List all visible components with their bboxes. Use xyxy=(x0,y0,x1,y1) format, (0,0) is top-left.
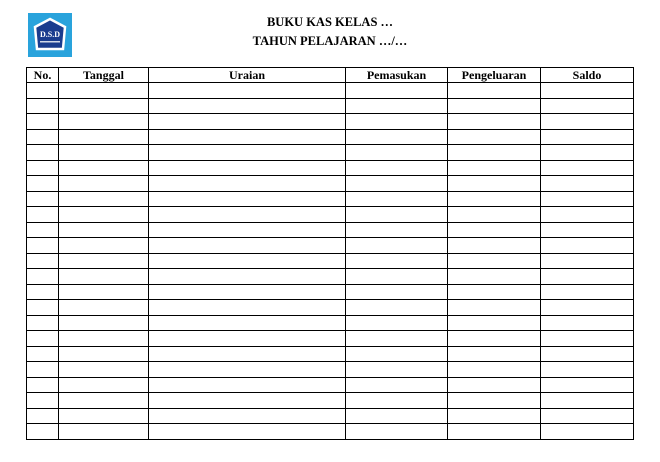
table-cell xyxy=(149,145,346,161)
column-header-pemasukan: Pemasukan xyxy=(346,68,448,83)
table-cell xyxy=(27,207,59,223)
table-row xyxy=(27,377,634,393)
table-cell xyxy=(59,300,149,316)
table-cell xyxy=(27,253,59,269)
table-row xyxy=(27,315,634,331)
table-cell xyxy=(149,238,346,254)
column-header-no: No. xyxy=(27,68,59,83)
table-cell xyxy=(149,269,346,285)
table-cell xyxy=(149,315,346,331)
table-cell xyxy=(27,222,59,238)
table-row xyxy=(27,98,634,114)
table-cell xyxy=(541,315,634,331)
table-cell xyxy=(149,222,346,238)
table-cell xyxy=(448,424,541,440)
table-cell xyxy=(448,253,541,269)
table-cell xyxy=(541,114,634,130)
table-cell xyxy=(27,114,59,130)
table-cell xyxy=(346,269,448,285)
table-cell xyxy=(448,362,541,378)
table-cell xyxy=(59,114,149,130)
table-row xyxy=(27,207,634,223)
table-cell xyxy=(448,269,541,285)
table-cell xyxy=(27,83,59,99)
table-cell xyxy=(346,300,448,316)
table-row xyxy=(27,160,634,176)
table-cell xyxy=(149,424,346,440)
table-cell xyxy=(27,129,59,145)
table-cell xyxy=(346,393,448,409)
table-row xyxy=(27,424,634,440)
table-cell xyxy=(149,129,346,145)
table-cell xyxy=(27,408,59,424)
table-cell xyxy=(149,393,346,409)
table-row xyxy=(27,284,634,300)
table-cell xyxy=(59,269,149,285)
table-row xyxy=(27,253,634,269)
table-cell xyxy=(541,222,634,238)
table-cell xyxy=(448,160,541,176)
table-cell xyxy=(448,207,541,223)
table-cell xyxy=(59,377,149,393)
table-cell xyxy=(346,145,448,161)
table-cell xyxy=(541,331,634,347)
table-cell xyxy=(346,408,448,424)
table-cell xyxy=(541,238,634,254)
table-cell xyxy=(346,129,448,145)
table-cell xyxy=(541,346,634,362)
table-row xyxy=(27,300,634,316)
table-cell xyxy=(346,160,448,176)
table-cell xyxy=(346,253,448,269)
table-cell xyxy=(149,300,346,316)
table-cell xyxy=(448,331,541,347)
table-cell xyxy=(59,393,149,409)
table-cell xyxy=(346,284,448,300)
column-header-saldo: Saldo xyxy=(541,68,634,83)
table-cell xyxy=(448,284,541,300)
table-cell xyxy=(149,191,346,207)
table-cell xyxy=(541,129,634,145)
table-row xyxy=(27,238,634,254)
table-cell xyxy=(59,346,149,362)
table-row xyxy=(27,191,634,207)
table-cell xyxy=(59,222,149,238)
table-cell xyxy=(541,191,634,207)
table-cell xyxy=(541,207,634,223)
table-cell xyxy=(149,331,346,347)
table-cell xyxy=(27,377,59,393)
table-cell xyxy=(346,377,448,393)
table-cell xyxy=(448,222,541,238)
table-cell xyxy=(59,98,149,114)
table-cell xyxy=(59,176,149,192)
table-cell xyxy=(346,346,448,362)
table-cell xyxy=(149,377,346,393)
table-cell xyxy=(27,238,59,254)
table-cell xyxy=(541,377,634,393)
table-cell xyxy=(59,331,149,347)
table-row xyxy=(27,129,634,145)
table-row xyxy=(27,83,634,99)
table-cell xyxy=(541,362,634,378)
table-cell xyxy=(149,362,346,378)
table-cell xyxy=(448,393,541,409)
table-cell xyxy=(27,362,59,378)
table-row xyxy=(27,222,634,238)
table-cell xyxy=(541,253,634,269)
cash-book-table xyxy=(26,67,634,440)
table-cell xyxy=(448,191,541,207)
table-cell xyxy=(149,114,346,130)
table-cell xyxy=(541,160,634,176)
table-cell xyxy=(448,98,541,114)
table-cell xyxy=(541,98,634,114)
table-cell xyxy=(27,145,59,161)
table-cell xyxy=(149,176,346,192)
table-cell xyxy=(27,331,59,347)
table-cell xyxy=(59,238,149,254)
table-cell xyxy=(448,238,541,254)
table-cell xyxy=(541,176,634,192)
table-cell xyxy=(346,331,448,347)
document-subtitle: TAHUN PELAJARAN …/… xyxy=(252,34,408,48)
table-cell xyxy=(149,98,346,114)
table-cell xyxy=(59,315,149,331)
table-cell xyxy=(448,377,541,393)
table-cell xyxy=(541,424,634,440)
table-cell xyxy=(448,346,541,362)
logo-text: D.S.D xyxy=(39,30,61,39)
table-cell xyxy=(27,176,59,192)
table-cell xyxy=(149,253,346,269)
table-cell xyxy=(448,408,541,424)
table-cell xyxy=(541,408,634,424)
table-cell xyxy=(541,269,634,285)
table-cell xyxy=(149,346,346,362)
table-cell xyxy=(149,160,346,176)
table-cell xyxy=(59,424,149,440)
table-cell xyxy=(59,129,149,145)
table-cell xyxy=(448,114,541,130)
table-cell xyxy=(346,362,448,378)
table-cell xyxy=(346,424,448,440)
column-header-uraian: Uraian xyxy=(149,68,346,83)
table-cell xyxy=(448,83,541,99)
table-cell xyxy=(541,145,634,161)
column-header-pengeluaran: Pengeluaran xyxy=(448,68,541,83)
table-cell xyxy=(27,300,59,316)
table-cell xyxy=(149,83,346,99)
table-cell xyxy=(59,83,149,99)
table-cell xyxy=(149,284,346,300)
table-cell xyxy=(541,393,634,409)
table-cell xyxy=(59,160,149,176)
table-cell xyxy=(346,83,448,99)
table-cell xyxy=(541,300,634,316)
table-cell xyxy=(27,160,59,176)
table-row xyxy=(27,331,634,347)
table-cell xyxy=(541,284,634,300)
table-header-row xyxy=(27,68,634,83)
table-cell xyxy=(346,176,448,192)
table-cell xyxy=(149,207,346,223)
table-cell xyxy=(149,408,346,424)
table-cell xyxy=(27,346,59,362)
table-cell xyxy=(27,424,59,440)
table-body xyxy=(27,83,634,440)
table-cell xyxy=(448,315,541,331)
table-row xyxy=(27,269,634,285)
table-cell xyxy=(448,129,541,145)
table-cell xyxy=(59,253,149,269)
table-row xyxy=(27,114,634,130)
table-cell xyxy=(27,284,59,300)
table-cell xyxy=(59,145,149,161)
table-cell xyxy=(59,191,149,207)
column-header-tanggal: Tanggal xyxy=(59,68,149,83)
table-cell xyxy=(59,284,149,300)
document-title: BUKU KAS KELAS … xyxy=(266,15,394,29)
table-cell xyxy=(27,98,59,114)
table-cell xyxy=(346,207,448,223)
table-cell xyxy=(346,222,448,238)
table-cell xyxy=(541,83,634,99)
table-cell xyxy=(27,393,59,409)
table-cell xyxy=(448,145,541,161)
table-cell xyxy=(59,207,149,223)
table-cell xyxy=(59,362,149,378)
table-row xyxy=(27,145,634,161)
table-cell xyxy=(346,315,448,331)
table-cell xyxy=(448,176,541,192)
table-cell xyxy=(346,238,448,254)
table-row xyxy=(27,362,634,378)
table-row xyxy=(27,176,634,192)
table-cell xyxy=(346,98,448,114)
table-cell xyxy=(27,315,59,331)
table-row xyxy=(27,346,634,362)
table-cell xyxy=(59,408,149,424)
table-cell xyxy=(448,300,541,316)
table-cell xyxy=(27,191,59,207)
table-cell xyxy=(346,191,448,207)
table-row xyxy=(27,393,634,409)
table-cell xyxy=(27,269,59,285)
table-cell xyxy=(346,114,448,130)
table-row xyxy=(27,408,634,424)
